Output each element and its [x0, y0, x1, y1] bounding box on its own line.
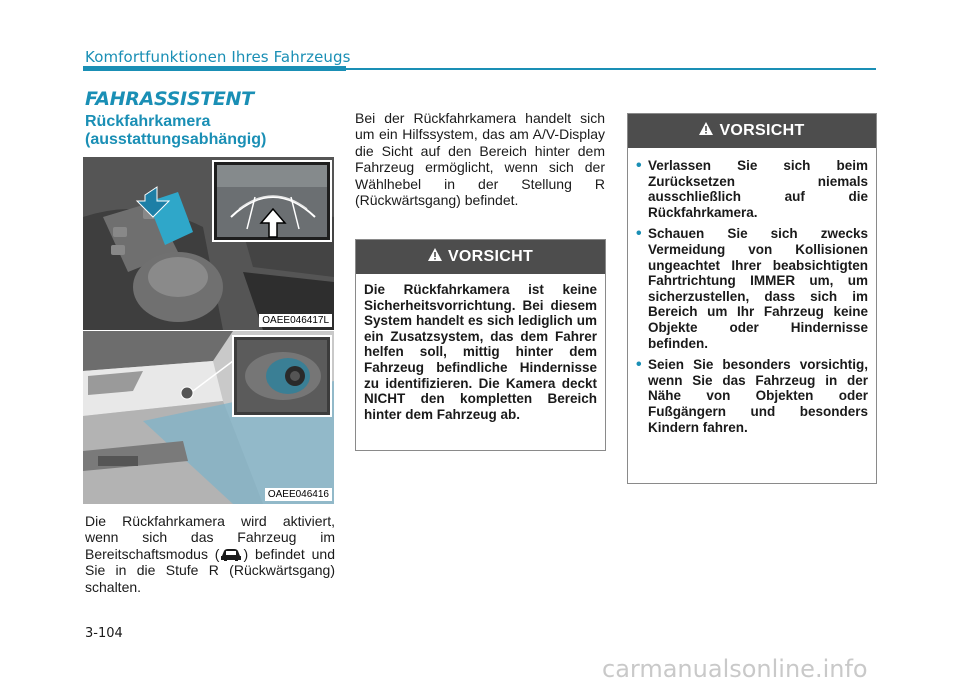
section-title: FAHRASSISTENT: [85, 88, 254, 110]
activation-text-end: ) befindet und Sie in die Stufe R (Rückwärtsgang) schalten.: [85, 545, 336, 595]
gear-shifter-illustration: [83, 157, 334, 330]
caution-list-container: [628, 148, 876, 447]
activation-paragraph: [85, 513, 335, 595]
warning-triangle-icon: [699, 122, 713, 140]
gear-shifter-image: [83, 157, 334, 330]
activation-text-start: Die Rückfahrkamera wird aktiviert, wenn sich das Fahrzeug im Bereitschaftsmodus (: [85, 513, 335, 562]
caution-list-item: • Verlassen Sie sich beim Zurücksetzen niemals ausschließlich auf die Rückfahrkamera.: [636, 158, 868, 220]
warning-triangle-icon: [428, 248, 442, 266]
caution-box-2: [627, 113, 877, 484]
caution-title: VORSICHT: [719, 122, 805, 139]
caution-header: [628, 114, 876, 148]
image-code: OAEE046416: [265, 488, 332, 501]
car-ready-icon: [219, 548, 243, 562]
caution-list-item: • Seien Sie besonders vorsichtig, wenn Sie das Fahrzeug in der Nähe von Objekten oder Fußgängern und besonders Kindern fahren.: [636, 357, 868, 435]
watermark: carmanualsonline.info: [602, 655, 868, 683]
description-paragraph: Bei der Rückfahrkamera handelt sich um ein Hilfssystem, das am A/V-Display die Sicht auf den Bereich hinter dem Fahrzeug ermöglicht, wenn sich der Wählhebel in der Stellung R (Rückwärtsgang) befindet.: [355, 110, 605, 209]
caution-title: VORSICHT: [447, 248, 534, 265]
running-header: Komfortfunktionen Ihres Fahrzeugs: [85, 48, 351, 66]
header-accent-bar: [83, 66, 346, 71]
caution-header: [356, 240, 605, 274]
caution-text: Die Rückfahrkamera ist keine Sicherheitsvorrichtung. Bei diesem System handelt es sich lediglich um ein Zusatzsystem, das dem Fahrer helfen soll, mittig hinter dem Fahrzeug befindliche Hindernisse zu identifizieren. Die Kamera deckt NICHT den kompletten Bereich hinter dem Fahrzeug ab.: [364, 282, 597, 422]
image-code: OAEE046417L: [259, 314, 332, 327]
rear-camera-illustration: [83, 331, 334, 504]
header-rule: [346, 68, 876, 70]
caution-box-1: [355, 239, 606, 451]
caution-list: [636, 158, 868, 435]
rear-camera-image: [83, 331, 334, 504]
page-number: 3-104: [85, 626, 123, 641]
caution-list-item: • Schauen Sie sich zwecks Vermeidung von Kollisionen ungeachtet Ihrer beabsichtigten Fahrtrichtung IMMER um, um sicherzustellen, dass sich im Bereich um Ihr Fahrzeug keine Objekte oder Hindernisse befinden.: [636, 226, 868, 351]
subsection-title: Rückfahrkamera (ausstattungsabhängig): [85, 113, 267, 148]
